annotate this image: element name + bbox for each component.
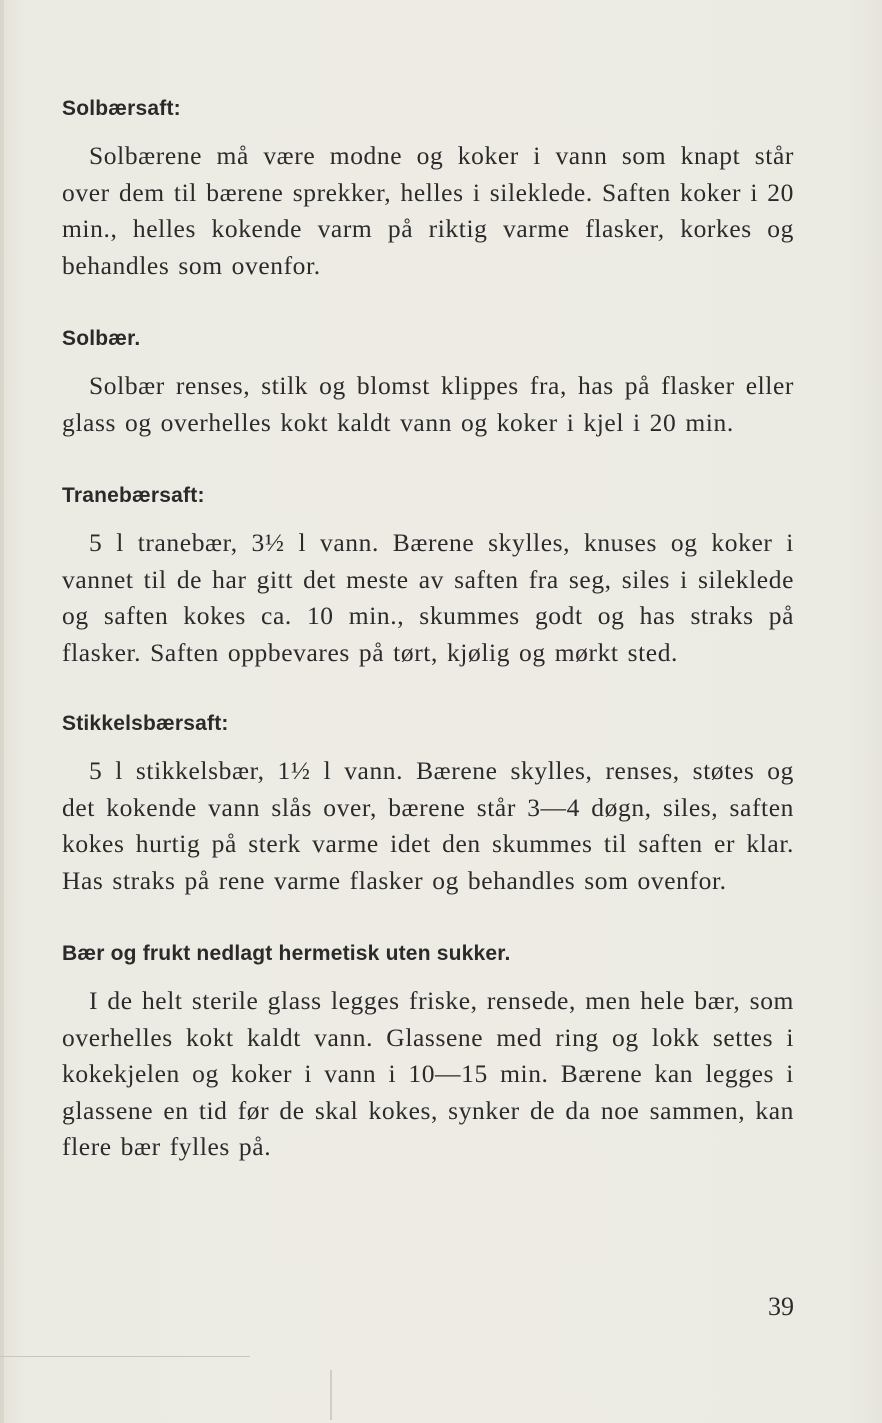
scan-artifact-line — [0, 1356, 250, 1357]
section-solbaer — [62, 326, 794, 441]
page-number: 39 — [768, 1292, 794, 1321]
page-edge — [0, 0, 4, 1423]
section-text: 5 l stikkelsbær, 1½ l vann. Bærene skylles, renses, støtes og det kokende vann slås over, bærene står 3—4 døgn, siles, saften kokes hurtig på sterk varme idet den skummes til saften er klar. Has straks på rene varme flasker og behandles som ovenfor. — [62, 756, 794, 895]
section-text: Solbær renses, stilk og blomst klippes fra, has på flasker eller glass og overhelles kokt kaldt vann og koker i kjel i 20 min. — [62, 371, 794, 437]
section-solbaersaft — [62, 96, 794, 284]
section-baer-og-frukt — [62, 941, 794, 1166]
page-content — [62, 96, 794, 1166]
section-heading: Solbærsaft: — [62, 97, 181, 120]
section-text: I de helt sterile glass legges friske, rensede, men hele bær, som overhelles kokt kaldt vann. Glassene med ring og lokk settes i kokekjelen og koker i vann i 10—15 min. Bærene kan legges i glassene en tid før de skal kokes, synker de da noe sammen, kan flere bær fylles på. — [62, 986, 794, 1161]
section-tranebaersaft — [62, 483, 794, 671]
section-stikkelsbaersaft — [62, 711, 794, 899]
section-text: Solbærene må være modne og koker i vann som knapt står over dem til bærene sprekker, helles i sileklede. Saften koker i 20 min., helles kokende varm på riktig varme flasker, korkes og behandles som ovenfor. — [62, 141, 794, 280]
section-heading: Bær og frukt nedlagt hermetisk uten sukker. — [62, 942, 511, 965]
section-heading: Solbær. — [62, 327, 141, 350]
section-text: 5 l tranebær, 3½ l vann. Bærene skylles, knuses og koker i vannet til de har gitt det meste av saften fra seg, siles i sileklede og saften kokes ca. 10 min., skummes godt og has straks på flasker. Saften oppbevares på tørt, kjølig og mørkt sted. — [62, 528, 794, 667]
scan-artifact-mark — [330, 1370, 332, 1420]
section-heading: Tranebærsaft: — [62, 484, 205, 507]
section-heading: Stikkelsbærsaft: — [62, 712, 229, 735]
